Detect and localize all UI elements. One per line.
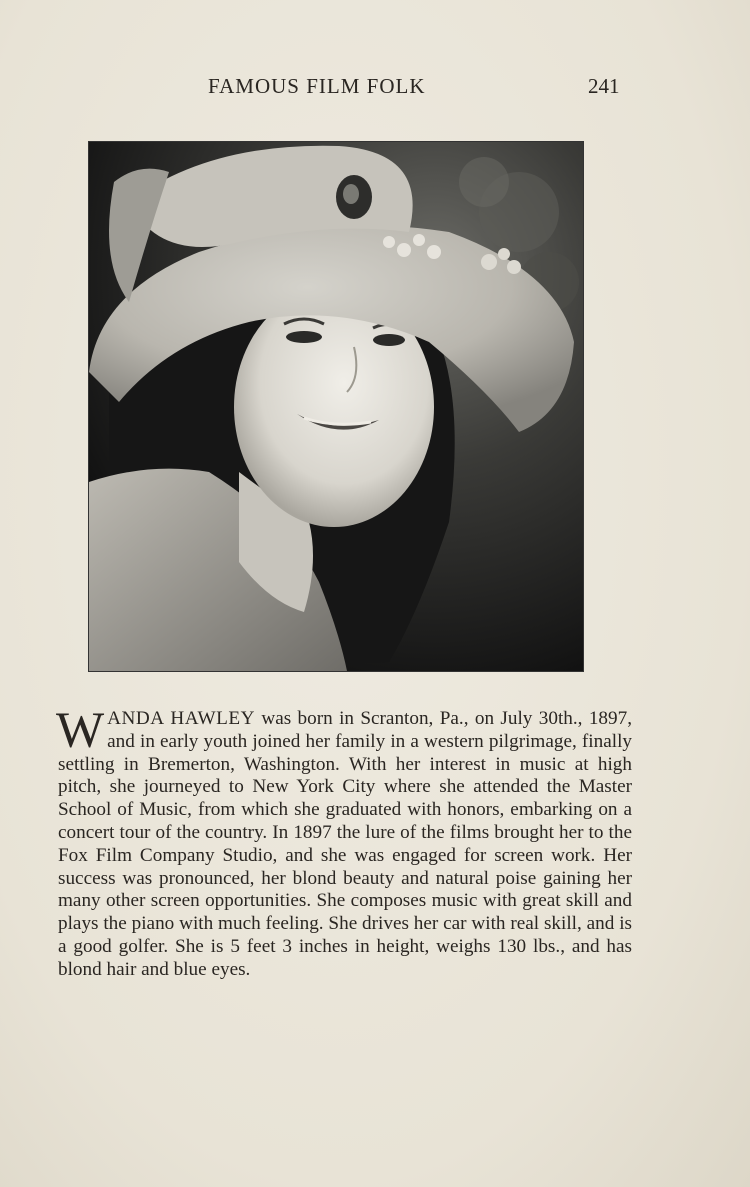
running-title: FAMOUS FILM FOLK <box>208 74 426 98</box>
drop-cap: W <box>56 703 105 759</box>
portrait-photo-icon <box>89 142 583 671</box>
running-head <box>0 70 750 100</box>
article-body: was born in Scranton, Pa., on July 30th., 1897, and in early youth joined her family in a western pilgrimage, finally settling in Bremerton, Washington. With her interest in music at high pitch, she journeyed to New York City where she attended the Master School of Music, from which she graduated with honors, embarking on a concert tour of the country. In 1897 the lure of the films brought her to the Fox Film Company Studio, and she was engaged for screen work. Her success was pronounced, her blond beauty and natural poise gaining her many other screen opportunities. She composes music with great skill and plays the piano with much feeling. She drives her car with real skill, and is a good golfer. She is 5 feet 3 inches in height, weighs 130 lbs., and has blond hair and blue eyes. <box>58 708 633 980</box>
opening-small-caps: ANDA HAWLEY <box>107 708 255 729</box>
page-number: 241 <box>588 74 620 98</box>
portrait-photo <box>88 141 584 672</box>
article-paragraph <box>56 703 633 982</box>
